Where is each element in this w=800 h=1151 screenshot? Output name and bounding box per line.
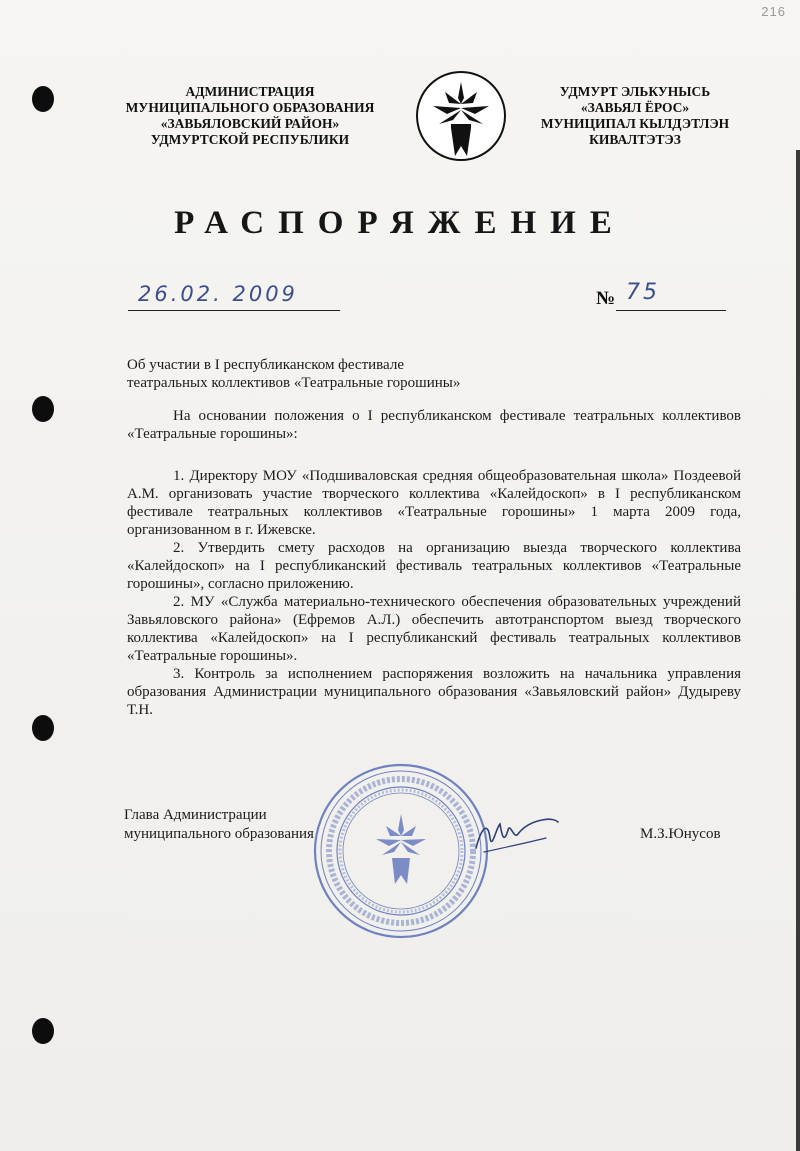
header-right-line: УДМУРТ ЭЛЬКУНЫСЬ bbox=[559, 84, 711, 99]
order-item: 2. МУ «Служба материально-технического обеспечения образовательных учреждений Завьяловского района» (Ефремов А.Л.) обеспечить автотранспортом выезд творческого коллектива «Калейдоскоп» на I республиканский фестиваль театральных коллективов «Театральные горошины». bbox=[127, 594, 741, 664]
punch-hole bbox=[32, 1018, 54, 1044]
header-right-line: МУНИЦИПАЛ КЫЛДЭТЛЭН bbox=[540, 116, 730, 131]
emblem-icon bbox=[415, 70, 507, 162]
header-left-line: «ЗАВЬЯЛОВСКИЙ РАЙОН» bbox=[160, 116, 340, 131]
signatory-name: М.З.Юнусов bbox=[640, 826, 721, 842]
punch-hole bbox=[32, 86, 54, 112]
number-handwritten: 75 bbox=[626, 280, 660, 305]
header-right-line: «ЗАВЬЯЛ ЁРОС» bbox=[580, 100, 690, 115]
signatory-position-line: муниципального образования bbox=[124, 826, 314, 842]
header-right-block bbox=[520, 84, 750, 148]
date-handwritten: 26.02. 2009 bbox=[138, 282, 298, 306]
punch-hole bbox=[32, 715, 54, 741]
punch-hole bbox=[32, 396, 54, 422]
archive-page-number: 216 bbox=[761, 4, 786, 19]
header-left-line: АДМИНИСТРАЦИЯ bbox=[185, 84, 315, 99]
preamble-paragraph: На основании положения о I республиканском фестивале театральных коллективов «Театральные горошины»: bbox=[127, 408, 741, 442]
order-item: 2. Утвердить смету расходов на организацию выезда творческого коллектива «Калейдоскоп» на I республиканский фестиваль театральных коллективов «Театральные горошины», согласно приложению. bbox=[127, 540, 741, 592]
order-item: 1. Директору МОУ «Подшиваловская средняя общеобразовательная школа» Поздеевой А.М. организовать участие творческого коллектива «Калейдоскоп» в I республиканском фестивале театральных коллективов «Театральные горошины» 1 марта 2009 года, организованном в г. Ижевске. bbox=[127, 468, 741, 538]
subject-line: Об участии в I республиканском фестивале bbox=[127, 357, 404, 373]
scan-edge-shadow bbox=[796, 150, 800, 1151]
signatory-position-line: Глава Администрации bbox=[124, 807, 267, 823]
header-right-line: КИВАЛТЭТЭЗ bbox=[589, 132, 681, 147]
header-left-block bbox=[110, 84, 390, 148]
subject-block bbox=[127, 356, 527, 392]
subject-line: театральных коллективов «Театральные горошины» bbox=[127, 375, 461, 391]
header-left-line: УДМУРТСКОЙ РЕСПУБЛИКИ bbox=[150, 132, 350, 147]
order-item: 3. Контроль за исполнением распоряжения возложить на начальника управления образования Администрации муниципального образования «Завьяловский район» Дудыреву Т.Н. bbox=[127, 666, 741, 718]
number-field bbox=[616, 280, 726, 311]
header-left-line: МУНИЦИПАЛЬНОГО ОБРАЗОВАНИЯ bbox=[125, 100, 375, 115]
handwritten-signature-icon bbox=[472, 808, 562, 860]
date-field bbox=[128, 280, 340, 311]
signatory-position bbox=[124, 806, 314, 844]
document-body bbox=[127, 407, 741, 719]
number-label: № bbox=[596, 288, 616, 309]
document-title: РАСПОРЯЖЕНИЕ bbox=[174, 205, 626, 241]
official-seal-icon bbox=[312, 762, 490, 940]
